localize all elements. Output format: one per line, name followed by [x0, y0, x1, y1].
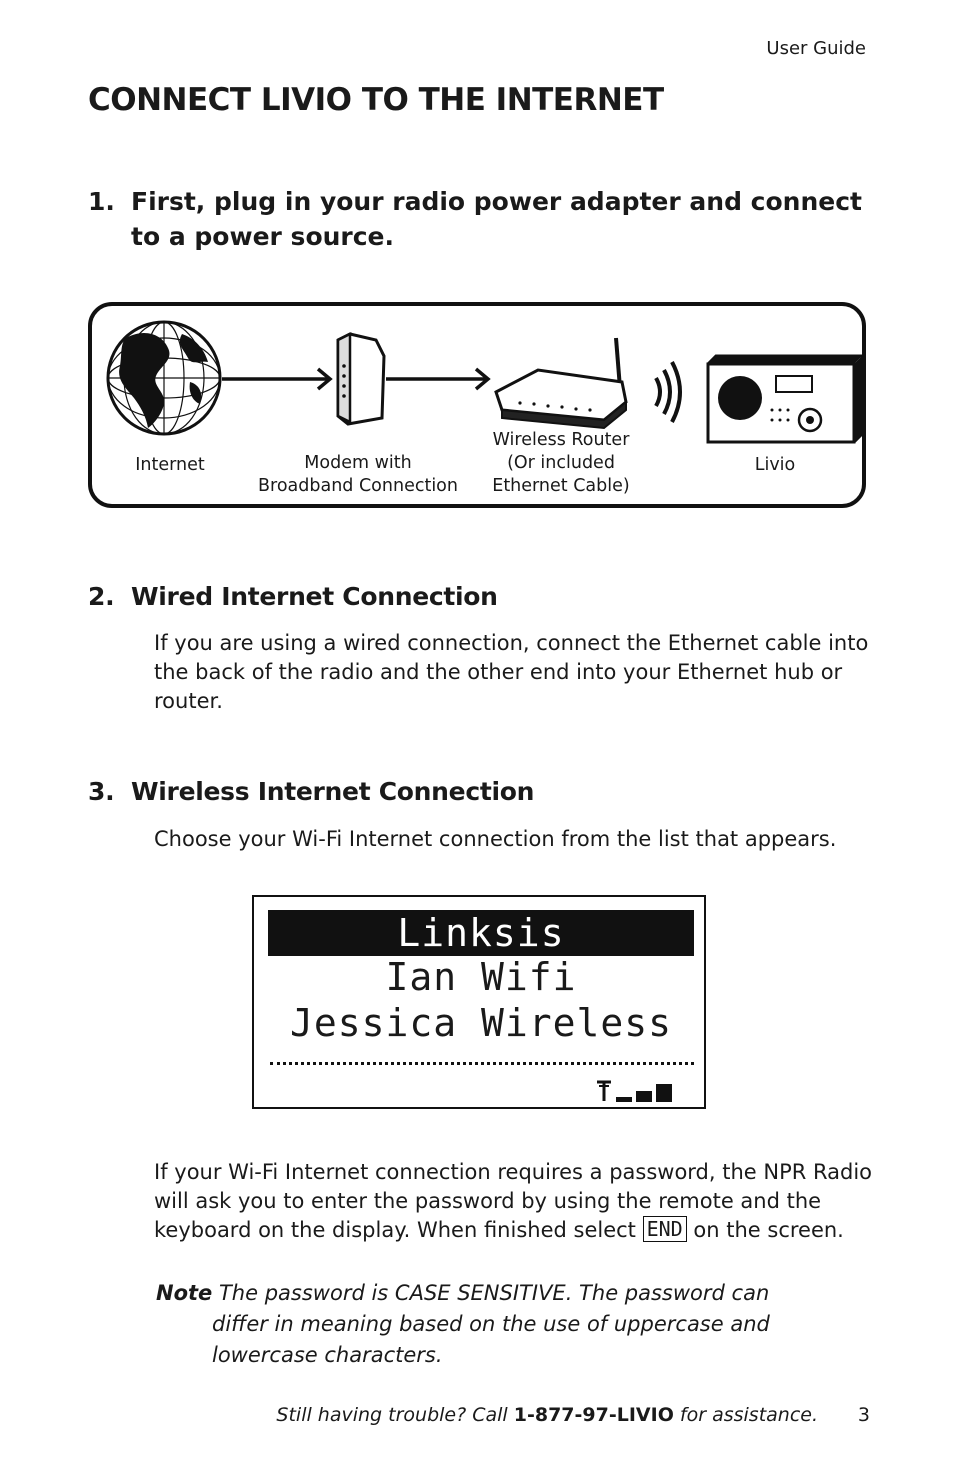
footer-help — [276, 1404, 818, 1426]
note-line: The password is CASE SENSITIVE. The password can — [218, 1281, 770, 1305]
step-3-title: Wireless Internet Connection — [131, 777, 535, 806]
password-text-after: on the screen. — [693, 1218, 844, 1242]
lcd-divider — [270, 1062, 694, 1065]
step-2-body: If you are using a wired connection, connect the Ethernet cable into the back of the radio and the other end into your Ethernet hub or router. — [154, 631, 869, 713]
end-key-icon: END — [643, 1216, 687, 1242]
router-label-line: (Or included — [507, 453, 615, 473]
router-label-line: Ethernet Cable) — [492, 476, 630, 496]
step-1-number: 1. — [88, 187, 115, 216]
header-label: User Guide — [766, 38, 866, 59]
modem-label — [248, 452, 468, 498]
password-instructions — [154, 1158, 874, 1245]
connection-diagram — [88, 302, 866, 508]
signal-strength-icon — [596, 1079, 674, 1103]
step-2-number: 2. — [88, 582, 115, 611]
wifi-network-item[interactable]: Jessica Wireless — [289, 1001, 673, 1045]
step-3-body: Choose your Wi-Fi Internet connection from the list that appears. — [154, 827, 837, 851]
modem-label-line: Broadband Connection — [258, 476, 458, 496]
step-2-title: Wired Internet Connection — [131, 582, 498, 611]
wifi-network-item-selected[interactable]: Linksis — [268, 910, 694, 956]
radio-icon — [708, 356, 862, 442]
note — [156, 1278, 796, 1371]
page-number: 3 — [857, 1404, 870, 1426]
wifi-network-item[interactable]: Ian Wifi — [385, 955, 577, 999]
footer-prefix: Still having trouble? Call — [276, 1404, 508, 1426]
step-1-text: First, plug in your radio power adapter and connect to a power source. — [131, 187, 862, 251]
footer-phone: 1-877-97-LIVIO — [513, 1404, 674, 1426]
note-line: differ in meaning based on the use of uppercase and — [212, 1312, 770, 1336]
footer-suffix: for assistance. — [679, 1404, 818, 1426]
modem-icon — [338, 334, 384, 424]
password-text-before: If your Wi-Fi Internet connection requires a password, the NPR Radio will ask you to enter the password by using the remote and the keyboard on the display. When finished select — [154, 1160, 873, 1242]
note-label: Note — [156, 1281, 213, 1305]
step-3-number: 3. — [88, 777, 115, 806]
livio-label: Livio — [754, 455, 796, 475]
arrow-icon — [222, 369, 330, 389]
internet-label: Internet — [135, 455, 205, 475]
modem-label-line: Modem with — [304, 453, 412, 473]
router-label-line: Wireless Router — [492, 430, 630, 450]
router-icon — [496, 338, 626, 428]
step-1 — [88, 184, 878, 254]
note-line: lowercase characters. — [212, 1343, 443, 1367]
page-title: CONNECT LIVIO TO THE INTERNET — [88, 82, 664, 118]
wireless-signal-icon — [656, 362, 680, 422]
lcd-wifi-list — [252, 895, 706, 1109]
step-3-heading — [88, 777, 534, 806]
arrow-icon — [386, 369, 488, 389]
router-label — [476, 429, 646, 498]
step-2-heading — [88, 582, 498, 611]
globe-icon — [108, 322, 220, 434]
